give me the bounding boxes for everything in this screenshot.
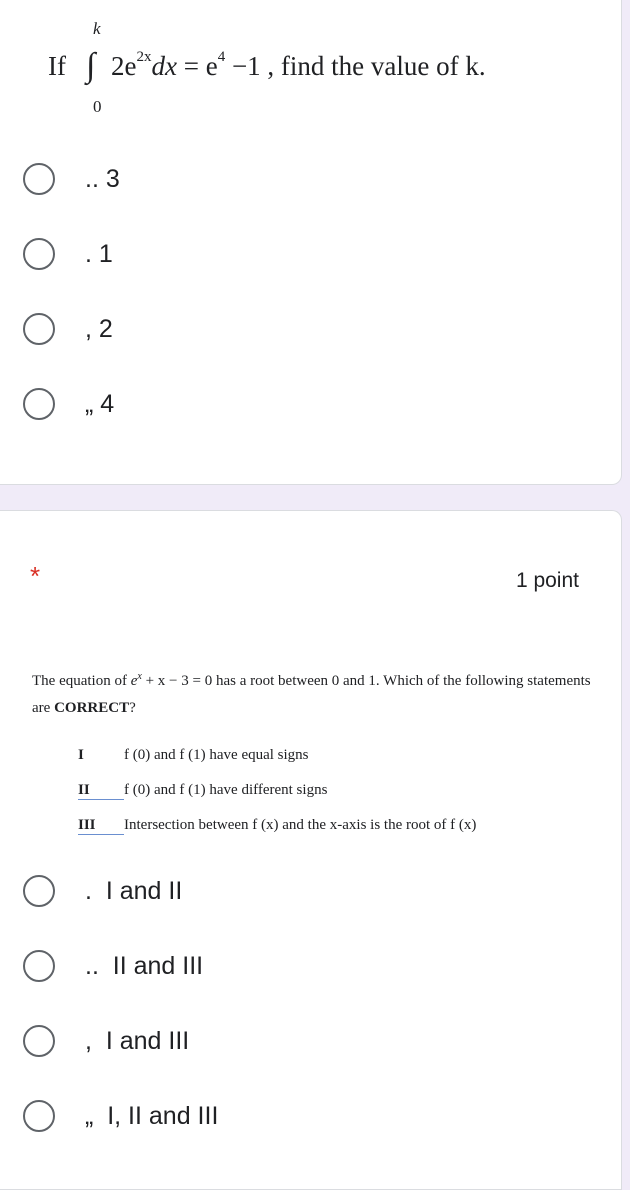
statement-text: f (0) and f (1) have equal signs xyxy=(124,747,309,763)
radio-circle-icon[interactable] xyxy=(23,950,55,982)
option-label: „ I, II and III xyxy=(85,1102,219,1130)
question-prefix: If xyxy=(48,51,66,81)
statement-number: II xyxy=(78,782,124,800)
q1-option-4[interactable] xyxy=(23,388,543,426)
integral-sign: ∫ xyxy=(86,47,96,84)
statement-number: I xyxy=(78,747,84,763)
radio-circle-icon[interactable] xyxy=(23,313,55,345)
equation-rest: + x − 3 = 0 xyxy=(141,673,213,689)
question-tail: , find the value of k. xyxy=(260,51,486,81)
q2-option-1[interactable] xyxy=(23,875,543,913)
radio-circle-icon[interactable] xyxy=(23,875,55,907)
q2-text-bold: CORRECT xyxy=(54,700,130,716)
required-asterisk: * xyxy=(30,561,41,591)
q2-text-part2: has a root between 0 and 1. Which of the following statements are xyxy=(32,673,591,716)
option-label: „ 4 xyxy=(85,390,115,418)
option-label: , I and III xyxy=(85,1027,190,1055)
statement-2 xyxy=(78,782,327,800)
question-2-text xyxy=(32,663,592,722)
question-1-title xyxy=(48,21,608,121)
option-label: , 2 xyxy=(85,315,113,343)
integral-upper-limit: k xyxy=(93,19,101,38)
integral-lower-limit: 0 xyxy=(93,97,102,116)
differential: dx xyxy=(151,51,177,81)
integrand-exponent: 2x xyxy=(136,49,152,65)
statement-text: Intersection between f (x) and the x-axis is the root of f (x) xyxy=(124,817,477,833)
rhs-tail: −1 xyxy=(225,51,261,81)
option-label: . I and II xyxy=(85,877,183,905)
points-label: 1 point xyxy=(515,569,579,592)
question-card-1 xyxy=(0,0,622,485)
option-label: . 1 xyxy=(85,240,113,268)
q2-text-part1: The equation of xyxy=(32,673,131,689)
q2-option-2[interactable] xyxy=(23,950,543,988)
radio-circle-icon[interactable] xyxy=(23,163,55,195)
q2-option-4[interactable] xyxy=(23,1100,543,1138)
equals-part: = e xyxy=(176,51,218,81)
radio-circle-icon[interactable] xyxy=(23,1025,55,1057)
equation-exponent: x xyxy=(137,671,142,682)
radio-circle-icon[interactable] xyxy=(23,1100,55,1132)
question-card-2 xyxy=(0,510,622,1190)
q2-text-end: ? xyxy=(129,700,136,716)
option-label: .. II and III xyxy=(85,952,204,980)
q2-option-3[interactable] xyxy=(23,1025,543,1063)
option-label: .. 3 xyxy=(85,165,120,193)
q1-option-1[interactable] xyxy=(23,163,543,201)
integral-expression xyxy=(111,51,486,82)
statement-text: f (0) and f (1) have different signs xyxy=(124,782,328,798)
rhs-exponent: 4 xyxy=(217,49,226,65)
radio-circle-icon[interactable] xyxy=(23,238,55,270)
statement-number: III xyxy=(78,817,124,835)
statement-3 xyxy=(78,817,476,835)
radio-circle-icon[interactable] xyxy=(23,388,55,420)
q1-option-3[interactable] xyxy=(23,313,543,351)
q1-option-2[interactable] xyxy=(23,238,543,276)
equation-base: e xyxy=(130,673,138,689)
statement-1 xyxy=(78,747,309,764)
integrand-base: 2e xyxy=(111,51,137,81)
